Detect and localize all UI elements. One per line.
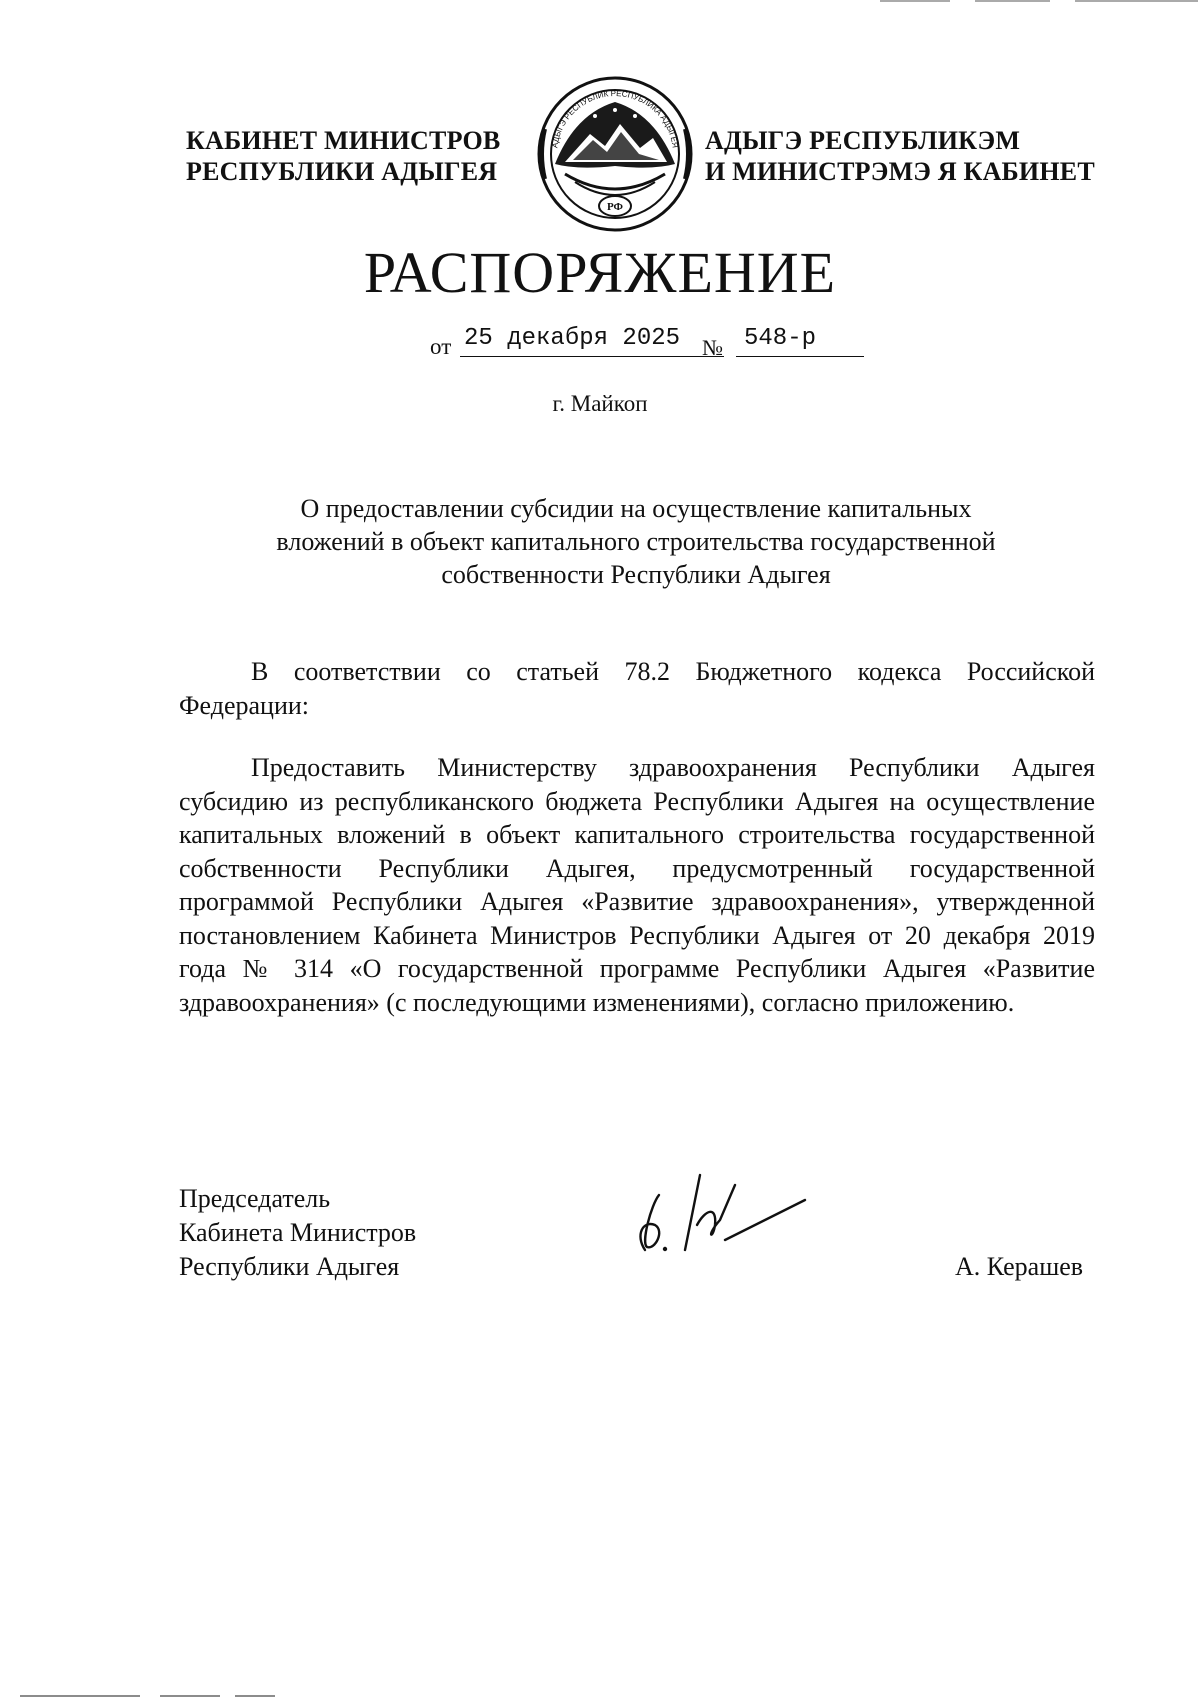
issuer-line-1: КАБИНЕТ МИНИСТРОВ xyxy=(186,126,501,155)
city: г. Майкоп xyxy=(552,391,648,416)
scan-artifact-lines-bottom xyxy=(20,1693,280,1699)
body-paragraph-1: В соответствии со статьей 78.2 Бюджетного кодекса Российской Федерации: xyxy=(179,657,1095,720)
number-prefix: № xyxy=(702,335,723,360)
issuer-name-adyghe xyxy=(705,125,1095,187)
position-line-1: Председатель xyxy=(179,1184,331,1213)
subject-line-1: О предоставлении субсидии на осуществление капитальных xyxy=(300,494,972,523)
signer-position xyxy=(179,1182,416,1284)
body-paragraph-2: Предоставить Министерству здравоохранения Республики Адыгея субсидию из республиканского бюджета Республики Адыгея на осуществление капитальных вложений в объект капитального строительства государственной собственности Республики Адыгея, предусмотренный государственной программой Республики Адыгея «Развитие здравоохранения», утвержденной постановлением Кабинета Министров Республики Адыгея от 20 декабря 2019 года № 314 «О государственной программе Республики Адыгея «Развитие здравоохранения» (с последующими изменениями), согласно приложению. xyxy=(179,753,1095,1017)
emblem-bottom-text: РФ xyxy=(607,201,623,213)
issuer-line-2: РЕСПУБЛИКИ АДЫГЕЯ xyxy=(186,157,498,186)
date-prefix: от xyxy=(430,334,452,359)
issuer-line-adyghe-2: И МИНИСТРЭМЭ Я КАБИНЕТ xyxy=(705,157,1095,186)
document-subject xyxy=(200,492,1072,591)
position-line-2: Кабинета Министров xyxy=(179,1218,417,1247)
issuer-line-adyghe-1: АДЫГЭ РЕСПУБЛИКЭМ xyxy=(705,126,1021,155)
date-number-line xyxy=(430,322,850,362)
emblem-arc-text: АДЫГЭ РЕСПУБЛИК РЕСПУБЛИКА АДЫГЕЯ xyxy=(550,88,680,149)
subject-line-3: собственности Республики Адыгея xyxy=(441,560,831,589)
position-line-3: Республики Адыгея xyxy=(179,1252,400,1281)
coat-of-arms-icon xyxy=(535,74,695,234)
scan-artifact-lines xyxy=(880,0,1200,4)
document-date: 25 декабря 2025 xyxy=(460,322,724,357)
handwritten-signature-icon xyxy=(625,1165,825,1265)
signer-name: А. Керашев xyxy=(955,1252,1084,1281)
document-number: 548-р xyxy=(736,322,864,357)
subject-line-2: вложений в объект капитального строительства государственной xyxy=(276,527,996,556)
issuer-name-russian xyxy=(186,125,500,187)
document-title: РАСПОРЯЖЕНИЕ xyxy=(363,240,837,305)
